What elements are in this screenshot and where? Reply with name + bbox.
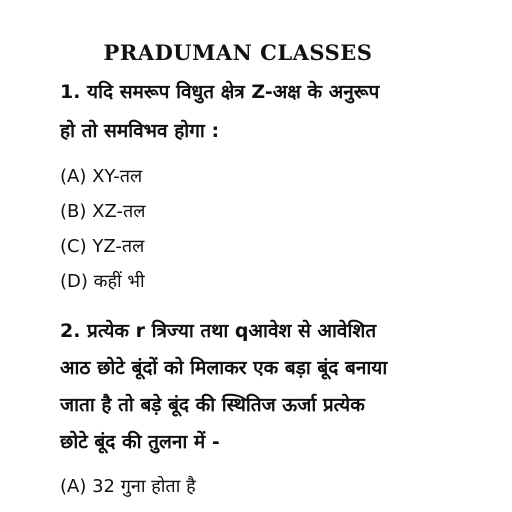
question-2-line-3: जाता है तो बड़े बूंद की स्थितिज ऊर्जा प्रत्येक <box>60 394 365 416</box>
question-1-option-b: (B) XZ-तल <box>60 201 146 222</box>
question-1-option-c: (C) YZ-तल <box>60 236 145 257</box>
question-2-option-a: (A) 32 गुना होता है <box>60 476 196 497</box>
question-1-option-d: (D) कहीं भी <box>60 271 145 292</box>
question-2-line-1: 2. प्रत्येक r त्रिज्या तथा qआवेश से आवेशित <box>60 320 377 342</box>
question-1-option-a: (A) XY-तल <box>60 166 143 187</box>
question-2-line-2: आठ छोटे बूंदों को मिलाकर एक बड़ा बूंद बनाया <box>60 357 388 379</box>
page-title: PRADUMAN CLASSES <box>103 40 373 65</box>
question-2-line-4: छोटे बूंद की तुलना में - <box>60 431 220 453</box>
question-1-line-2: हो तो समविभव होगा : <box>60 120 220 142</box>
question-1-line-1: 1. यदि समरूप विधुत क्षेत्र Z-अक्ष के अनुरूप <box>60 81 380 103</box>
